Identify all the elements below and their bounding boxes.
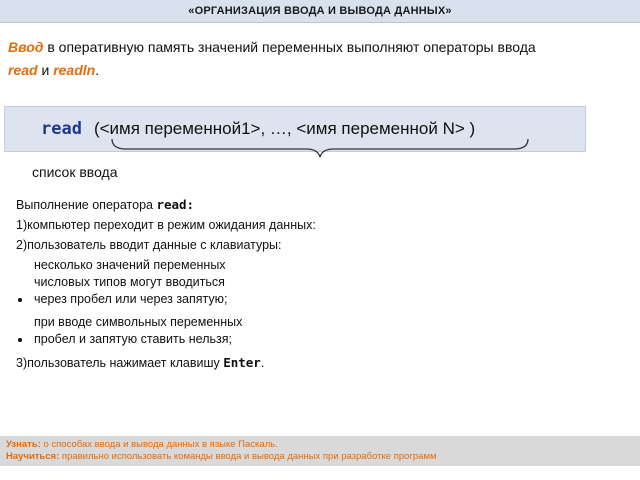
master-line (6, 451, 634, 463)
curly-brace-icon (110, 137, 530, 159)
exec-heading: Выполнение оператора read: (16, 197, 195, 212)
input-rules-list (8, 257, 356, 348)
step-1: 1)компьютер переходит в режим ожидания данных: (16, 218, 316, 232)
intro-and: и (37, 62, 54, 78)
step-3: 3)пользователь нажимает клавишу Enter. (16, 355, 265, 370)
master-text: правильно использовать команды ввода и вывода данных при разработке программ (59, 451, 437, 462)
exec-keyword: read: (156, 197, 195, 212)
master-label: Научиться: (6, 451, 60, 462)
syntax-keyword: read (41, 119, 82, 139)
intro-paragraph (8, 36, 628, 82)
syntax-params: (<имя переменной1>, …, <имя переменной N> ) (93, 119, 476, 138)
learn-label: Узнать: (6, 439, 41, 450)
execution-description (8, 196, 356, 375)
enter-key-label: Enter (223, 355, 261, 370)
list-item: • несколько значений переменных числовых типов могут вводиться через пробел или через запятую; (32, 257, 356, 308)
input-list-label: список ввода (32, 164, 118, 180)
intro-text: в оперативную память значений переменных выполняют операторы ввода (43, 39, 536, 55)
goals-footer (0, 436, 640, 466)
intro-end: . (95, 62, 100, 78)
keyword-read: read (8, 62, 38, 78)
slide-title: «ОРГАНИЗАЦИЯ ВВОДА И ВЫВОДА ДАННЫХ» (188, 5, 452, 17)
keyword-readln: readln (53, 62, 96, 78)
keyword-input: Ввод (8, 39, 44, 55)
step-2: 2)пользователь вводит данные с клавиатуры: (16, 238, 282, 252)
learn-text: о способах ввода и вывода данных в языке Паскаль. (40, 439, 278, 450)
learn-line (6, 439, 634, 451)
list-item: • при вводе символьных переменных пробел и запятую ставить нельзя; (32, 314, 356, 348)
slide-title-bar (0, 0, 640, 23)
